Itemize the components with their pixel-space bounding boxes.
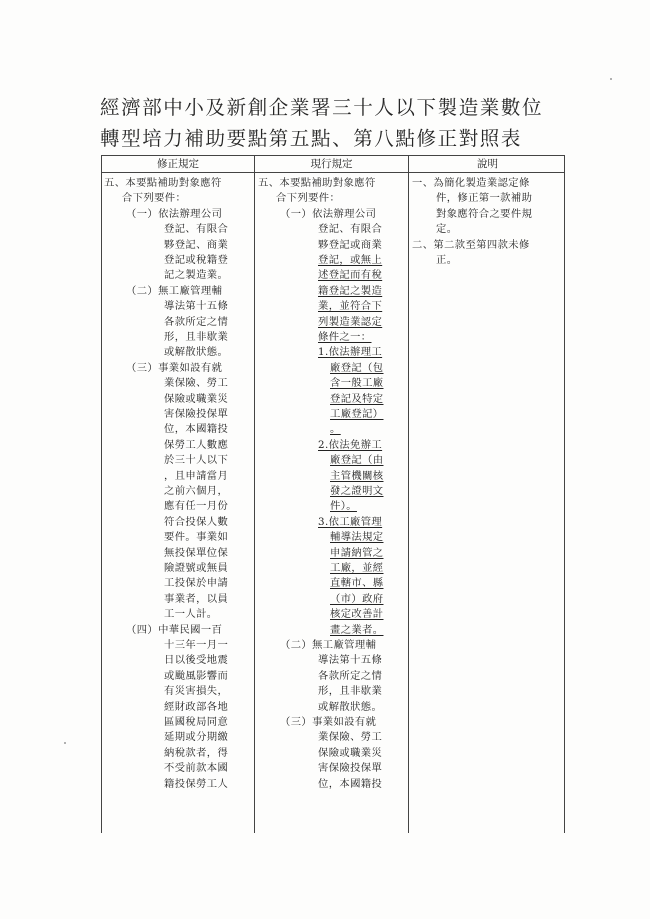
note-text-line: 一、為簡化製造業認定條 (412, 177, 530, 189)
amended-text-line: 導法第十五條 (164, 300, 229, 313)
amended-text-line: 各款所定之情 (164, 315, 229, 328)
current-text-line: 形，且非歇業 (318, 685, 383, 698)
current-text-line: 籍登記之製造 (318, 284, 383, 297)
header-divider (102, 172, 564, 173)
amended-text-line: （三）事業如設有就 (126, 361, 223, 374)
current-text-line: 條件之一： (318, 331, 372, 343)
amended-text-line: ，且申請當月 (164, 469, 229, 482)
amended-text-line: （二）無工廠管理輔 (126, 284, 223, 297)
scan-speck (610, 78, 612, 80)
amended-text-line: （一）依法辦理公司 (126, 207, 223, 220)
current-text-line: 登記、有限合 (318, 223, 383, 236)
amended-text-line: 之前六個月， (164, 485, 229, 497)
current-text-line: 廠登記（包 (330, 361, 384, 374)
amended-text-line: 應有任一月份 (164, 500, 229, 513)
current-text-line: （市）政府 (330, 592, 384, 605)
amended-text-line: 事業者，以員 (164, 592, 229, 605)
current-text-line: （二）無工廠管理輔 (280, 639, 377, 651)
amended-text-line: 要件。事業如 (164, 531, 229, 544)
current-text-line: 或解散狀態。 (318, 700, 383, 713)
amended-text-line: 工投保於申請 (164, 577, 229, 590)
amended-text-line: 經財政部各地 (164, 700, 229, 713)
header-current: 現行規定 (310, 158, 353, 170)
amended-text-line: 險證號或無員 (164, 562, 229, 574)
document-title (100, 92, 580, 154)
note-text-line: 二、第二款至第四款未修 (412, 238, 530, 251)
current-text-line: （三）事業如設有就 (280, 716, 377, 728)
amended-text-line: 記之製造業。 (164, 269, 229, 282)
current-text-line: 1.依法辦理工 (318, 346, 383, 359)
current-text-line: 。 (330, 423, 341, 436)
current-text-line: 登記及特定 (330, 392, 384, 405)
title-line-2: 轉型培力補助要點第五點、第八點修正對照表 (100, 127, 523, 150)
current-text-line: 業，並符合下 (318, 300, 383, 313)
amended-text-line: 十三年一月一 (164, 639, 229, 651)
amended-text-line: 符合投保人數 (164, 515, 229, 528)
amended-text-line: 有災害損失， (164, 685, 229, 698)
amended-text-line: 登記或稅籍登 (164, 254, 229, 266)
current-text-line: 夥登記或商業 (318, 238, 383, 251)
current-text-line: 含一般工廠 (330, 377, 384, 390)
current-text-line: 保險或職業災 (318, 746, 383, 759)
amended-text-line: 不受前款本國 (164, 762, 229, 775)
current-text-line: 3.依工廠管理 (318, 515, 383, 528)
amended-text-line: 或颱風影響而 (164, 669, 229, 682)
current-text-line: 輔導法規定 (330, 531, 384, 544)
current-text-line: 件）。 (330, 500, 357, 513)
amended-text-line: 業保險、勞工 (164, 377, 229, 390)
amended-text-line: 登記、有限合 (164, 223, 229, 236)
amended-text-line: 籍投保勞工人 (164, 777, 229, 790)
column-divider (408, 156, 409, 833)
current-text-line: 主管機關核 (330, 469, 384, 482)
amended-text-line: （四）中華民國一百 (126, 623, 223, 636)
current-text-line: 業保險、勞工 (318, 731, 383, 744)
current-text-line: 五、本要點補助對象應符 (258, 177, 376, 189)
note-text-line: 對象應符合之要件規 (436, 207, 533, 220)
amended-text-line: 納稅款者，得 (164, 746, 229, 759)
current-text-line: 畫之業者。 (330, 623, 384, 636)
amended-text-line: 位，本國籍投 (164, 423, 229, 436)
amended-text-line: 區國稅局同意 (164, 716, 229, 728)
current-text-line: 申請納管之 (330, 546, 384, 559)
current-text-line: 述登記而有稅 (318, 269, 383, 282)
amended-text-line: 合下列要件： (122, 192, 187, 205)
current-text-line: （一）依法辦理公司 (280, 207, 377, 220)
current-text-line: 列製造業認定 (318, 315, 383, 328)
current-text-line: 害保險投保單 (318, 762, 383, 775)
amended-text-line: 日以後受地震 (164, 654, 229, 667)
header-amended: 修正規定 (157, 158, 199, 170)
current-text-line: 2.依法免辦工 (318, 438, 383, 451)
scan-speck (64, 742, 66, 744)
comparison-table (101, 155, 565, 833)
amended-text-line: 五、本要點補助對象應符 (104, 177, 222, 189)
note-text-line: 定。 (436, 223, 458, 236)
amended-text-line: 保險或職業災 (164, 392, 229, 405)
current-text-line: 登記，或無上 (318, 254, 383, 266)
amended-text-line: 保勞工人數應 (164, 438, 229, 451)
current-text-line: 合下列要件： (276, 192, 341, 205)
amended-text-line: 夥登記、商業 (164, 238, 229, 251)
amended-text-line: 工一人計。 (164, 608, 218, 621)
title-line-1: 經濟部中小及新創企業署三十人以下製造業數位 (100, 96, 544, 119)
amended-text-line: 形，且非歇業 (164, 331, 229, 343)
current-text-line: 發之證明文 (330, 485, 384, 497)
column-divider (254, 156, 255, 833)
current-text-line: 直轄市、縣 (330, 577, 384, 590)
current-text-line: 位，本國籍投 (318, 777, 383, 790)
current-text-line: 工廠，並經 (330, 562, 384, 574)
current-text-line: 導法第十五條 (318, 654, 383, 667)
current-text-line: 廠登記（由 (330, 454, 384, 467)
note-text-line: 正。 (436, 254, 458, 266)
amended-text-line: 或解散狀態。 (164, 346, 229, 359)
current-text-line: 核定改善計 (330, 608, 384, 621)
current-text-line: 各款所定之情 (318, 669, 383, 682)
amended-text-line: 延期或分期繳 (164, 731, 229, 744)
amended-text-line: 於三十人以下 (164, 454, 229, 467)
note-text-line: 件，修正第一款補助 (436, 192, 533, 205)
amended-text-line: 無投保單位保 (164, 546, 229, 559)
current-text-line: 工廠登記） (330, 408, 384, 420)
amended-text-line: 害保險投保單 (164, 408, 229, 420)
header-note: 說明 (477, 158, 498, 170)
